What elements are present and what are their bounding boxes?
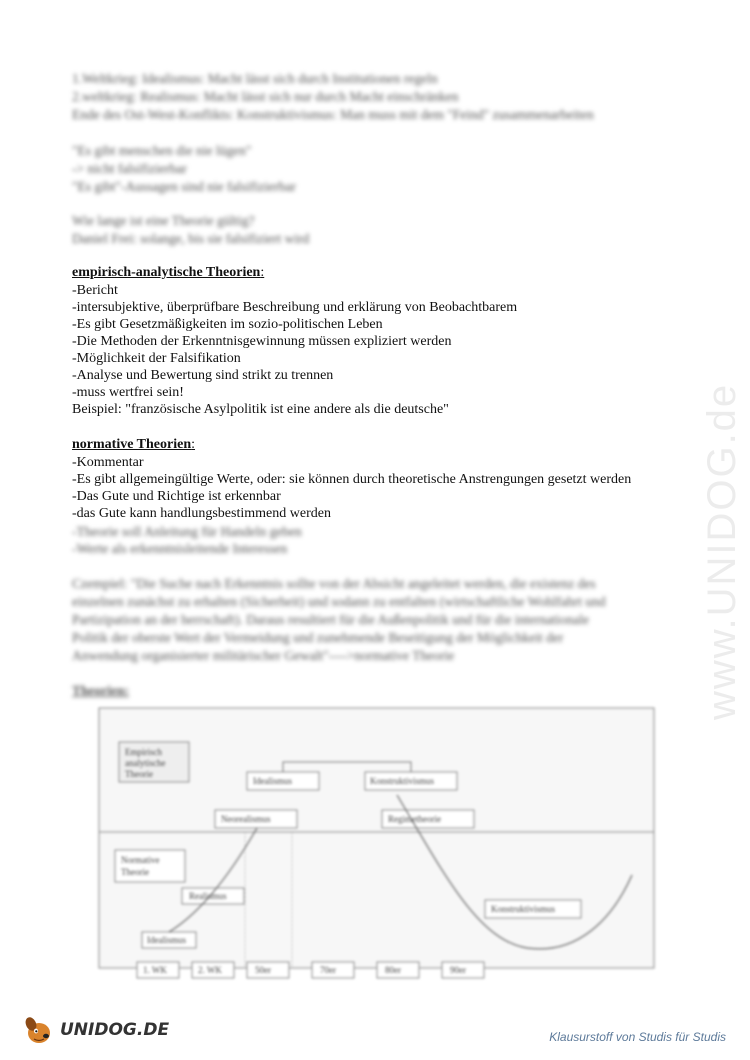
box-realismus-text: Realismus <box>189 891 227 901</box>
normativ-item: -das Gute kann handlungsbestimmend werden <box>72 506 331 521</box>
normativ-heading-colon: : <box>191 437 196 452</box>
box-empirisch-text: analytische <box>125 758 166 768</box>
box-idealismus-2-text: Idealismus <box>147 935 186 945</box>
timeline-label: 70er <box>320 965 336 975</box>
theorien-heading: Theorien: <box>72 683 129 698</box>
empirisch-item: -muss wertfrei sein! <box>72 385 184 400</box>
timeline-label: 2. WK <box>198 965 222 975</box>
box-normative-text: Normative <box>121 855 160 865</box>
validity-line-2: Daniel Frei: solange, bis sie falsifiziert wird <box>72 231 310 246</box>
box-neorealismus-text: Neorealismus <box>221 814 271 824</box>
normativ-heading <box>72 437 195 453</box>
czempiel-line: einzelnen zunächst zu erhalten (Sicherheit) und sodann zu entfalten (wirtschaftliche Wohlfahrt und <box>72 594 606 609</box>
intro-line-1: 1.Weltkrieg: Idealismus: Macht lässt sich durch Institutionen regeln <box>72 71 438 86</box>
quote-line-2: -> nicht falsifizierbar <box>72 161 187 176</box>
theories-diagram <box>97 700 657 988</box>
dog-icon <box>22 1015 56 1045</box>
timeline-label: 90er <box>450 965 466 975</box>
empirisch-item: -Die Methoden der Erkenntnisgewinnung müssen expliziert werden <box>72 334 452 349</box>
czempiel-line: Anwendung organisierter militärischer Gewalt"---->normative Theorie <box>72 648 455 663</box>
unidog-logo[interactable] <box>22 1015 169 1045</box>
box-konstruktivismus-text: Konstruktivismus <box>370 776 435 786</box>
empirisch-example: Beispiel: "französische Asylpolitik ist eine andere als die deutsche" <box>72 402 449 417</box>
validity-line-1: Wie lange ist eine Theorie gültig? <box>72 213 255 228</box>
normativ-item-blurred: -Werte als erkenntnisleitende Interessen <box>72 541 288 556</box>
empirisch-heading <box>72 265 264 281</box>
empirisch-heading-text: empirisch-analytische Theorien <box>72 265 261 280</box>
quote-line-1: "Es gibt menschen die nie lügen" <box>72 143 252 158</box>
czempiel-line: Politik der oberste Wert der Vermeidung und zunehmende Beseitigung der Möglichkeit der <box>72 630 564 645</box>
footer-tagline: Klausurstoff von Studis für Studis <box>549 1030 726 1044</box>
empirisch-item: -Bericht <box>72 283 118 298</box>
box-empirisch-text: Empirisch <box>125 747 162 757</box>
normativ-item: -Das Gute und Richtige ist erkennbar <box>72 489 281 504</box>
logo-text: UNIDOG.DE <box>60 1020 170 1040</box>
czempiel-line: Czempiel: "Die Suche nach Erkenntnis sollte von der Absicht angeleitet werden, die existenz des <box>72 576 596 591</box>
empirisch-item: -Analyse und Bewertung sind strikt zu trennen <box>72 368 334 383</box>
empirisch-item: -Möglichkeit der Falsifikation <box>72 351 241 366</box>
timeline-label: 50er <box>255 965 271 975</box>
normativ-item: -Kommentar <box>72 455 144 470</box>
intro-line-3: Ende des Ost-West-Konflikts: Konstruktivismus: Man muss mit dem "Feind" zusammenarbeiten <box>72 107 594 122</box>
normativ-heading-text: normative Theorien <box>72 437 192 452</box>
box-konstruktivismus-2-text: Konstruktivismus <box>491 904 556 914</box>
empirisch-heading-colon: : <box>260 265 265 280</box>
intro-line-2: 2.weltkrieg: Realismus: Macht lässt sich nur durch Macht einschränken <box>72 89 459 104</box>
box-normative-text: Theorie <box>121 867 149 877</box>
timeline-label: 1. WK <box>143 965 167 975</box>
normativ-item: -Es gibt allgemeingültige Werte, oder: sie können durch theoretische Anstrengungen gesetzt werden <box>72 472 632 487</box>
watermark: www.UNIDOG.de <box>700 382 744 720</box>
empirisch-item: -intersubjektive, überprüfbare Beschreibung und erklärung von Beobachtbarem <box>72 300 518 315</box>
box-idealismus-text: Idealismus <box>253 776 292 786</box>
quote-line-3: "Es gibt"-Aussagen sind nie falsifizierbar <box>72 179 296 194</box>
czempiel-line: Partizipation an der herrschaft). Daraus resultiert für die Außenpolitik und für die internationale <box>72 612 589 627</box>
empirisch-item: -Es gibt Gesetzmäßigkeiten im sozio-politischen Leben <box>72 317 383 332</box>
box-regimetheorie-text: Regimetheorie <box>388 814 441 824</box>
normativ-item-blurred: -Theorie soll Anleitung für Handeln geben <box>72 524 302 539</box>
timeline-label: 80er <box>385 965 401 975</box>
box-empirisch-text: Theorie <box>125 769 153 779</box>
